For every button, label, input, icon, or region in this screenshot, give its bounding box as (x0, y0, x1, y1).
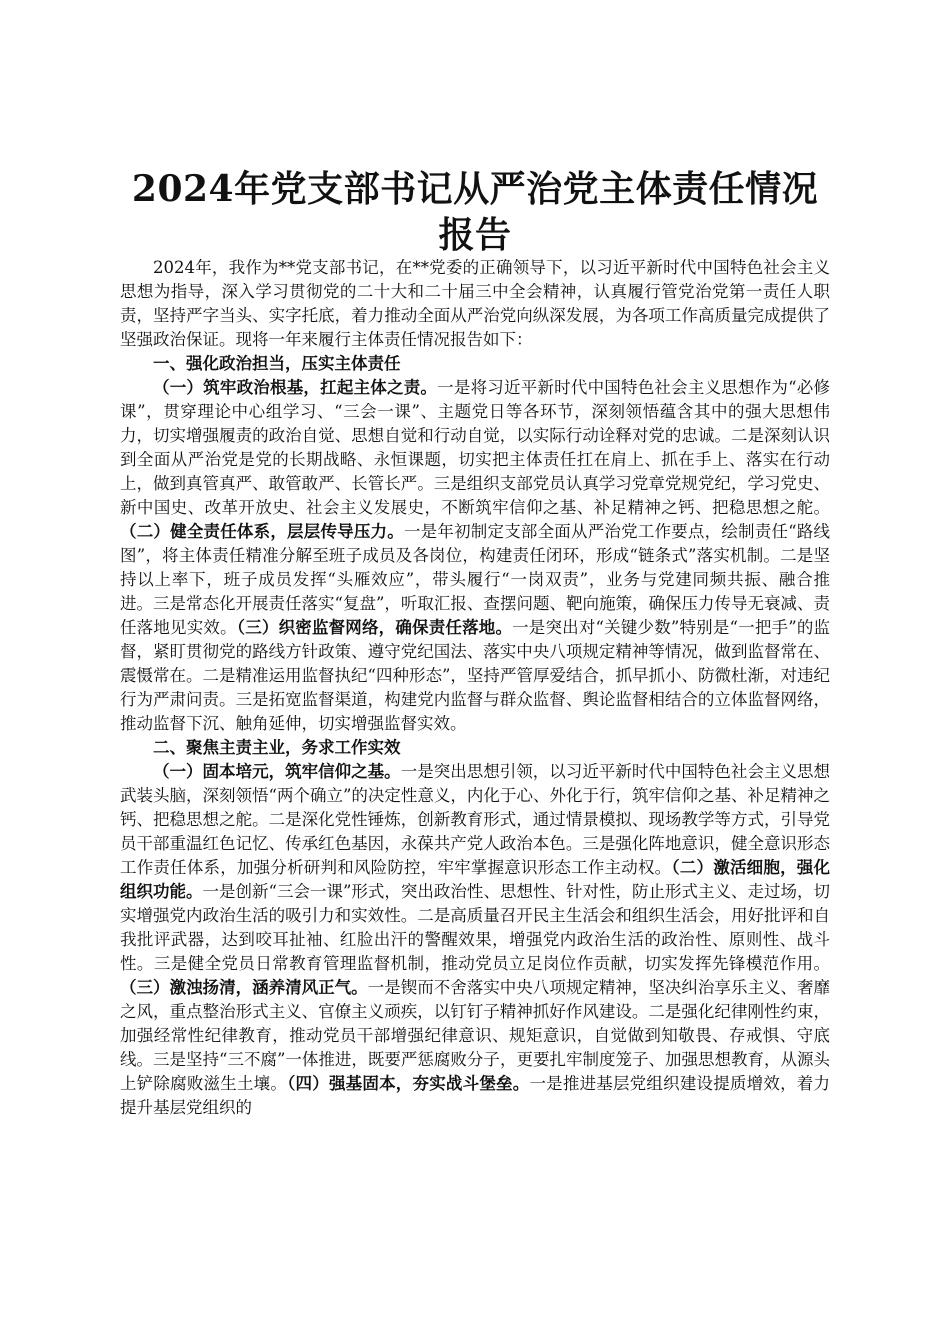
text-2-4: 一是推进基层党组织建设提质增效，着力提升基层党组织的 (120, 1074, 831, 1117)
section-1-paragraph (120, 376, 830, 736)
subheading-1-2: （二）健全责任体系，层层传导压力。 (120, 522, 404, 541)
text-1-2: 一是年初制定支部全面从严治党工作要点，绘制责任“路线图”，将主体责任精准分解至班子成员及各岗位，构建责任闭环，形成“链条式”落实机制。二是坚持以上率下，班子成员发挥“头雁效应”，带头履行“一岗双责”，业务与党建同频共振、融合推进。三是常态化开展责任落实“复盘”，听取汇报、查摆问题、靶向施策，确保压力传导无衰减、责任落地见实效。 (120, 522, 831, 637)
text-2-1: 一是突出思想引领，以习近平新时代中国特色社会主义思想武装头脑，深刻领悟“两个确立”的决定性意义，内化于心、外化于行，筑牢信仰之基、补足精神之钙、把稳思想之舵。二是深化党性锤炼，创新教育形式，通过情景模拟、现场教学等方式，引导党员干部重温红色记忆、传承红色基因，永葆共产党人政治本色。三是强化阵地意识，健全意识形态工作责任体系，加强分析研判和风险防控，牢牢掌握意识形态工作主动权。 (120, 762, 831, 877)
subheading-2-3: （三）激浊扬清，涵养清风正气。 (120, 978, 368, 997)
subheading-2-2: （二）激活细胞，强化组织功能。 (120, 858, 831, 901)
subheading-2-1: （一）固本培元，筑牢信仰之基。 (153, 762, 401, 781)
section-heading-2: 二、聚焦主责主业，务求工作实效 (153, 738, 401, 757)
document-body (120, 256, 830, 1120)
text-1-1: 一是将习近平新时代中国特色社会主义思想作为“必修课”，贯穿理论中心组学习、“三会一课”、主题党日等各环节，深刻领悟蕴含其中的强大思想伟力，切实增强履责的政治自觉、思想自觉和行动自觉，以实际行动诠释对党的忠诚。二是深刻认识到全面从严治党是党的长期战略、永恒课题，切实把主体责任扛在肩上、抓在手上、落实在行动上，做到真管真严、敢管敢严、长管长严。三是组织支部党员认真学习党章党规党纪，学习党史、新中国史、改革开放史、社会主义发展史，不断筑牢信仰之基、补足精神之钙、把稳思想之舵。 (120, 378, 830, 517)
section-2-paragraph (120, 760, 830, 1120)
subheading-2-4: （四）强基固本，夯实战斗堡垒。 (287, 1074, 530, 1093)
text-2-3: 一是锲而不舍落实中央八项规定精神，坚决纠治享乐主义、奢靡之风，重点整治形式主义、官僚主义顽疾，以钉钉子精神抓好作风建设。二是强化纪律刚性约束，加强经常性纪律教育，推动党员干部增强纪律意识、规矩意识，自觉做到知敬畏、存戒惧、守底线。三是坚持“三不腐”一体推进，既要严惩腐败分子，更要扎牢制度笼子、加强思想教育，从源头上铲除腐败滋生土壤。 (120, 978, 831, 1093)
text-2-2: 一是创新“三会一课”形式，突出政治性、思想性、针对性，防止形式主义、走过场，切实增强党内政治生活的吸引力和实效性。二是高质量召开民主生活会和组织生活会，用好批评和自我批评武器，达到咬耳扯袖、红脸出汗的警醒效果，增强党内政治生活的政治性、原则性、战斗性。三是健全党员日常教育管理监督机制，推动党员立足岗位作贡献，切实发挥先锋模范作用。 (120, 882, 830, 973)
subheading-1-3: （三）织密监督网络，确保责任落地。 (236, 618, 513, 637)
subheading-1-1: （一）筑牢政治根基，扛起主体之责。 (153, 378, 438, 397)
section-heading-1: 一、强化政治担当，压实主体责任 (153, 354, 401, 373)
document-title: 2024年党支部书记从严治党主体责任情况报告 (131, 168, 819, 256)
intro-paragraph: 2024年，我作为**党支部书记，在**党委的正确领导下，以习近平新时代中国特色社会主义思想为指导，深入学习贯彻党的二十大和二十届三中全会精神，认真履行管党治党第一责任人职责，坚持严字当头、实字托底，着力推动全面从严治党向纵深发展，为各项工作高质量完成提供了坚强政治保证。现将一年来履行主体责任情况报告如下： (120, 258, 830, 349)
text-1-3: 一是突出对“关键少数”特别是“一把手”的监督，紧盯贯彻党的路线方针政策、遵守党纪国法、落实中央八项规定精神等情况，做到监督常在、震慑常在。二是精准运用监督执纪“四种形态”，坚持严管厚爱结合，抓早抓小、防微杜渐，对违纪行为严肃问责。三是拓宽监督渠道，构建党内监督与群众监督、舆论监督相结合的立体监督网络，推动监督下沉、触角延伸，切实增强监督实效。 (120, 618, 831, 733)
